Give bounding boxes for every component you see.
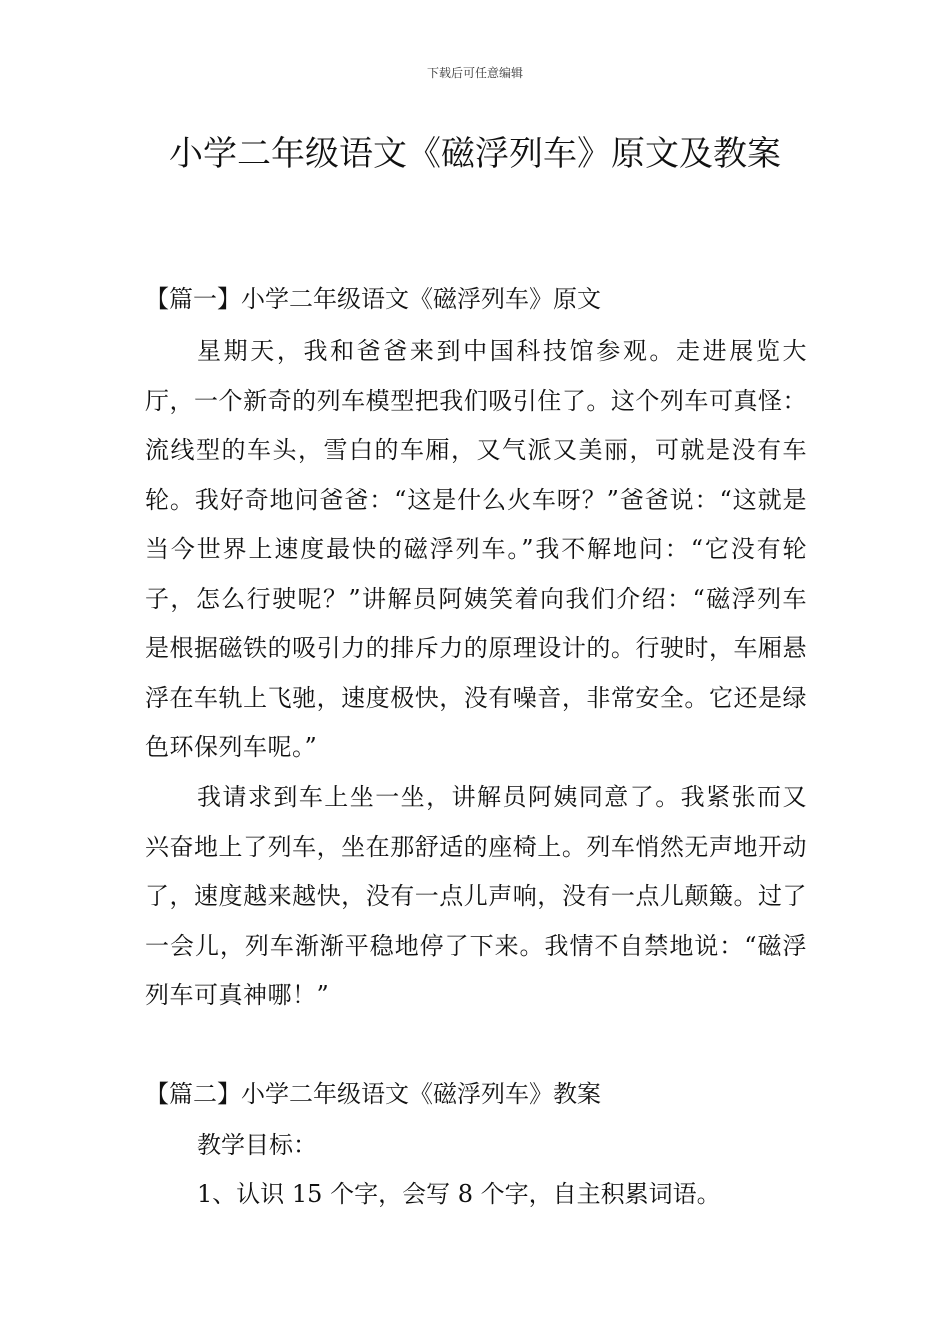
- section1-paragraph-2: 我请求到车上坐一坐，讲解员阿姨同意了。我紧张而又兴奋地上了列车，坐在那舒适的座椅上。列车悄然无声地开动了，速度越来越快，没有一点儿声响，没有一点儿颠簸。过了一会儿，列车渐渐平稳地停了下来。我情不自禁地说：“磁浮列车可真神哪！”: [145, 783, 807, 1009]
- teaching-goal-item-1: 1、认识 15 个字，会写 8 个字，自主积累词语。: [197, 1180, 721, 1208]
- section-heading-2: 【篇二】小学二年级语文《磁浮列车》教案: [145, 1080, 601, 1108]
- section-heading-1: 【篇一】小学二年级语文《磁浮列车》原文: [145, 285, 601, 313]
- section1-paragraph-1: 星期天，我和爸爸来到中国科技馆参观。走进展览大厅，一个新奇的列车模型把我们吸引住了。这个列车可真怪：流线型的车头，雪白的车厢，又气派又美丽，可就是没有车轮。我好奇地问爸爸：“这是什么火车呀？”爸爸说：“这就是当今世界上速度最快的磁浮列车。”我不解地问：“它没有轮子，怎么行驶呢？”讲解员阿姨笑着向我们介绍：“磁浮列车是根据磁铁的吸引力的排斥力的原理设计的。行驶时，车厢悬浮在车轨上飞驰，速度极快，没有噪音，非常安全。它还是绿色环保列车呢。”: [145, 337, 807, 761]
- document-title: 小学二年级语文《磁浮列车》原文及教案: [169, 134, 781, 174]
- header-note: 下载后可任意编辑: [426, 66, 523, 80]
- teaching-goal-label: 教学目标：: [197, 1131, 317, 1159]
